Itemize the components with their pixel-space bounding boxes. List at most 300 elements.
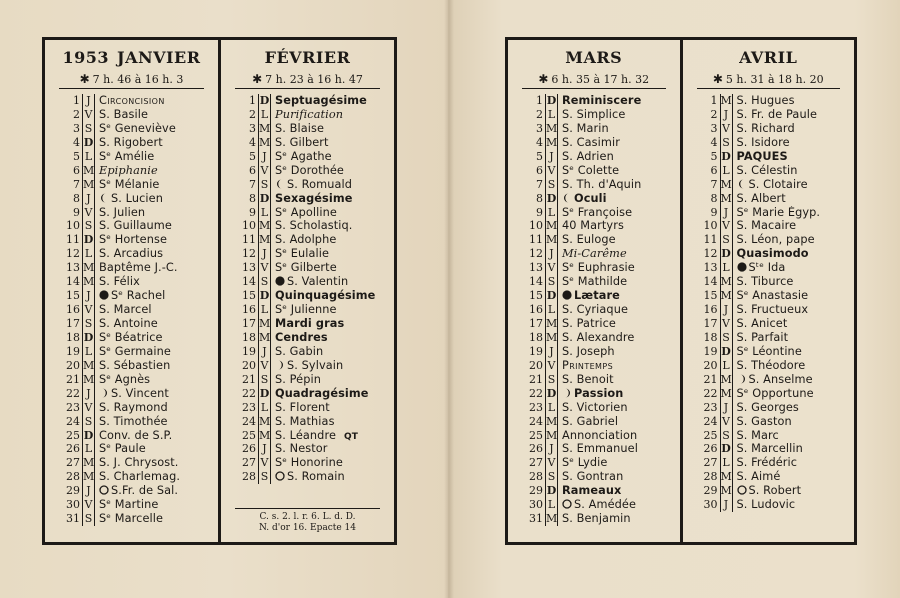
day-number: 7 — [536, 177, 543, 191]
day-row — [45, 178, 218, 192]
first-quarter-icon — [275, 179, 285, 189]
day-number: 12 — [242, 247, 256, 261]
month-header — [221, 40, 394, 94]
saint-name — [271, 359, 394, 373]
weekday-letter: S — [82, 512, 95, 526]
saint-text: Printemps — [562, 358, 614, 372]
day-number: 3 — [710, 121, 718, 135]
day-number: 8 — [73, 191, 80, 205]
day-row — [508, 108, 680, 122]
saint-name — [95, 498, 218, 512]
day-row — [508, 275, 680, 289]
saint-name — [733, 94, 855, 108]
day-number: 8 — [710, 191, 718, 205]
saint-text: S. Clotaire — [748, 177, 808, 191]
day-number: 6 — [536, 163, 543, 177]
weekday-letter: J — [82, 484, 95, 498]
weekday-letter: V — [82, 498, 95, 512]
weekday-letter: D — [546, 484, 557, 498]
month-header — [683, 40, 855, 94]
month-name: MARS — [565, 48, 623, 67]
saint-name — [95, 219, 218, 233]
weekday-letter: V — [82, 206, 95, 220]
day-number: 24 — [703, 414, 718, 428]
weekday-letter: S — [258, 178, 271, 192]
saint-text: S. Blaise — [275, 121, 325, 135]
weekday-letter: D — [721, 344, 731, 358]
saint-name — [271, 303, 394, 317]
saint-text: S. Emmanuel — [562, 442, 638, 456]
saint-name — [733, 108, 855, 122]
saint-name — [733, 401, 855, 415]
saint-text: S. Isidore — [736, 135, 790, 149]
saint-name — [733, 233, 855, 247]
saint-name — [733, 261, 855, 275]
saint-name — [95, 359, 218, 373]
saint-text: S. Fructueux — [736, 303, 809, 317]
saint-text: S. Félix — [99, 275, 140, 289]
day-row — [221, 275, 394, 289]
weekday-letter: D — [546, 191, 557, 205]
saint-name — [271, 94, 394, 108]
saint-name — [558, 512, 680, 526]
saint-name — [95, 484, 218, 498]
day-list — [508, 94, 680, 526]
saint-name — [95, 387, 218, 401]
month-header — [508, 40, 680, 94]
weekday-letter: D — [721, 149, 731, 163]
weekday-letter: L — [720, 359, 733, 373]
day-number: 27 — [703, 456, 718, 470]
saint-text: Annonciation — [562, 428, 638, 442]
day-row — [221, 401, 394, 415]
saint-text: Purification — [275, 107, 344, 121]
saint-text: Sᵉ Anastasie — [736, 289, 809, 303]
weekday-letter: S — [545, 178, 558, 192]
day-number: 4 — [249, 135, 256, 149]
day-number: 31 — [66, 512, 80, 526]
day-row — [683, 136, 855, 150]
day-row — [508, 94, 680, 108]
day-row — [221, 415, 394, 429]
saint-text: Sexagésime — [275, 191, 353, 205]
day-row — [221, 219, 394, 233]
saint-name — [733, 442, 855, 456]
saint-name — [558, 94, 680, 108]
day-number: 29 — [703, 484, 718, 498]
day-row — [221, 150, 394, 164]
saint-text: S. Fr. de Paule — [736, 107, 818, 121]
full-moon-icon — [737, 485, 747, 495]
saint-name — [733, 345, 855, 359]
saint-name — [95, 429, 218, 443]
saint-name — [733, 498, 855, 512]
saint-text: Sᵉ Eulalie — [275, 247, 330, 261]
month-avril — [680, 40, 855, 542]
saint-name — [271, 317, 394, 331]
saint-name — [95, 303, 218, 317]
saint-text: Sᵉ Colette — [562, 163, 620, 177]
weekday-letter: M — [546, 135, 558, 149]
day-number: 13 — [242, 261, 256, 275]
weekday-letter: L — [82, 150, 95, 164]
saint-text: S. Charlemag. — [99, 470, 181, 484]
saint-text: Conv. de S.P. — [99, 428, 173, 442]
calendar-frame-right — [505, 37, 857, 545]
saint-text: Sᵉ Honorine — [275, 456, 343, 470]
day-row — [683, 247, 855, 261]
day-number: 10 — [242, 219, 256, 233]
weekday-letter: M — [83, 261, 95, 275]
sun-times-text: 7 h. 23 à 16 h. 47 — [265, 73, 363, 86]
saint-text: S. Adolphe — [275, 233, 337, 247]
sun-times — [508, 72, 680, 87]
saint-name — [733, 373, 855, 387]
day-number: 20 — [703, 358, 718, 372]
calendar-frame-left — [42, 37, 397, 545]
saint-text: PAQUES — [736, 149, 788, 163]
saint-text: Sᵉ Rachel — [111, 289, 166, 303]
day-row — [45, 108, 218, 122]
day-number: 2 — [710, 107, 718, 121]
saint-text: Circoncision — [99, 94, 165, 107]
day-number: 2 — [73, 107, 80, 121]
weekday-letter: L — [82, 345, 95, 359]
day-row — [45, 192, 218, 206]
day-number: 10 — [66, 219, 80, 233]
saint-text: Sᵉ Lydie — [562, 456, 608, 470]
day-row — [45, 401, 218, 415]
day-row — [221, 289, 394, 303]
weekday-letter: D — [546, 289, 557, 303]
saint-name — [558, 261, 680, 275]
day-number: 2 — [249, 107, 256, 121]
weekday-letter: V — [258, 359, 271, 373]
day-row — [508, 178, 680, 192]
day-row — [221, 164, 394, 178]
saint-text: Sᵉ Mathilde — [562, 275, 628, 289]
day-number: 14 — [703, 275, 718, 289]
weekday-letter: S — [720, 429, 733, 443]
day-number: 8 — [249, 191, 256, 205]
weekday-letter: V — [82, 401, 95, 415]
day-number: 1 — [710, 94, 718, 107]
saint-text: S. Albert — [736, 191, 786, 205]
day-number: 18 — [242, 330, 256, 344]
weekday-letter: S — [720, 331, 733, 345]
new-moon-icon — [737, 262, 747, 272]
day-number: 24 — [66, 414, 80, 428]
new-moon-icon — [562, 290, 572, 300]
weekday-letter: M — [83, 372, 95, 386]
book-gutter — [444, 0, 454, 598]
first-quarter-icon — [99, 193, 109, 203]
day-row — [508, 359, 680, 373]
saint-text: Sᵉ Françoise — [562, 205, 633, 219]
day-row — [221, 359, 394, 373]
day-number: 5 — [73, 149, 80, 163]
day-row — [683, 206, 855, 220]
day-number: 2 — [536, 107, 543, 121]
weekday-letter: M — [720, 275, 732, 289]
weekday-letter: D — [259, 289, 270, 303]
saint-name — [95, 192, 218, 206]
weekday-letter: D — [83, 428, 94, 442]
saint-text: S. Sylvain — [287, 358, 344, 372]
saint-text: S. Marcel — [99, 303, 152, 317]
saint-name — [95, 275, 218, 289]
saint-name — [95, 247, 218, 261]
day-number: 17 — [242, 317, 256, 330]
weekday-letter: M — [83, 275, 95, 289]
day-number: 26 — [242, 442, 256, 456]
day-row — [683, 303, 855, 317]
saint-text: S. Sébastien — [99, 358, 171, 372]
day-row — [221, 136, 394, 150]
saint-text: Oculi — [574, 191, 607, 205]
day-number: 11 — [242, 233, 256, 247]
day-number: 30 — [66, 498, 80, 512]
weekday-letter: J — [82, 289, 95, 303]
last-quarter-icon — [562, 388, 572, 398]
day-row — [45, 442, 218, 456]
day-row — [508, 206, 680, 220]
saint-text: Sᵉ Germaine — [99, 344, 171, 358]
day-number: 7 — [73, 177, 80, 191]
saint-text: Sᵉ Béatrice — [99, 330, 163, 344]
day-number: 18 — [703, 330, 718, 344]
saint-text: S. Gaston — [736, 414, 792, 428]
saint-name — [558, 359, 680, 373]
weekday-letter: J — [82, 387, 95, 401]
day-number: 9 — [249, 205, 256, 219]
day-number: 28 — [703, 470, 718, 484]
day-row — [221, 456, 394, 470]
weekday-letter: V — [258, 456, 271, 470]
weekday-letter: J — [82, 192, 95, 206]
day-row — [221, 317, 394, 331]
weekday-letter: J — [545, 247, 558, 261]
weekday-letter: M — [259, 317, 271, 330]
weekday-letter: J — [545, 345, 558, 359]
day-row — [508, 345, 680, 359]
saint-text: Sᵉ Agnès — [99, 372, 151, 386]
weekday-letter: J — [258, 150, 271, 164]
saint-name — [733, 206, 855, 220]
day-number: 5 — [710, 149, 718, 163]
saint-name — [558, 247, 680, 261]
saint-name — [95, 178, 218, 192]
saint-name — [733, 150, 855, 164]
day-row — [508, 247, 680, 261]
day-number: 12 — [529, 247, 543, 261]
day-list — [221, 94, 394, 484]
day-number: 26 — [703, 442, 718, 456]
day-number: 21 — [66, 372, 80, 386]
saint-text: S. Valentin — [287, 275, 349, 289]
saint-text: Sᵉ Apolline — [275, 205, 337, 219]
weekday-letter: S — [720, 136, 733, 150]
day-number: 14 — [529, 275, 543, 289]
saint-name — [733, 289, 855, 303]
day-number: 4 — [536, 135, 543, 149]
day-row — [45, 219, 218, 233]
weekday-letter: M — [83, 177, 95, 191]
weekday-letter: V — [258, 164, 271, 178]
saint-text: S. Florent — [275, 400, 330, 414]
weekday-letter: L — [545, 401, 558, 415]
day-row — [45, 261, 218, 275]
day-row — [45, 512, 218, 526]
day-number: 9 — [73, 205, 80, 219]
day-row — [45, 387, 218, 401]
day-number: 28 — [242, 470, 256, 484]
month-fevrier — [218, 40, 394, 542]
day-row — [508, 442, 680, 456]
footer-line-2: N. d'or 16. Epacte 14 — [258, 523, 356, 533]
saint-text: S. Mathias — [275, 414, 335, 428]
saint-text: Passion — [574, 386, 624, 400]
saint-name — [558, 387, 680, 401]
saint-name — [271, 442, 394, 456]
day-row — [45, 233, 218, 247]
saint-text: Sᵉ Léontine — [736, 344, 802, 358]
weekday-letter: J — [545, 150, 558, 164]
day-row — [45, 150, 218, 164]
day-number: 16 — [529, 303, 543, 317]
saint-text: S. Romain — [287, 470, 345, 484]
day-row — [45, 429, 218, 443]
saint-text: Mardi gras — [275, 317, 345, 330]
day-row — [45, 345, 218, 359]
sun-times — [683, 72, 855, 87]
saint-name — [558, 122, 680, 136]
weekday-letter: M — [259, 414, 271, 428]
saint-name — [733, 415, 855, 429]
saint-text: Sᵉ Martine — [99, 498, 159, 512]
saint-name — [733, 136, 855, 150]
day-number: 13 — [66, 261, 80, 275]
weekday-letter: V — [720, 317, 733, 331]
weekday-letter: S — [82, 122, 95, 136]
weekday-letter: M — [720, 177, 732, 191]
month-title — [45, 40, 218, 68]
saint-name — [95, 512, 218, 526]
saint-text: S. Alexandre — [562, 330, 635, 344]
day-number: 14 — [66, 275, 80, 289]
day-number: 11 — [703, 233, 718, 247]
day-number: 7 — [710, 177, 718, 191]
year-label: 1953 — [62, 48, 110, 67]
saint-name — [733, 317, 855, 331]
day-row — [45, 275, 218, 289]
saint-text: Sᵉ Gilberte — [275, 261, 337, 275]
first-quarter-icon — [562, 193, 572, 203]
saint-text: S. Raymond — [99, 400, 168, 414]
day-row — [45, 94, 218, 108]
weekday-letter: M — [83, 358, 95, 372]
weekday-letter: L — [258, 206, 271, 220]
month-name: FÉVRIER — [264, 48, 351, 67]
saint-name — [558, 178, 680, 192]
month-name: JANVIER — [117, 48, 201, 67]
saint-text: S. Gontran — [562, 470, 624, 484]
day-number: 19 — [66, 344, 80, 358]
saint-name — [558, 401, 680, 415]
header-rule — [235, 88, 380, 89]
weekday-letter: D — [546, 94, 557, 107]
weekday-letter: S — [258, 275, 271, 289]
weekday-letter: J — [258, 345, 271, 359]
day-row — [508, 164, 680, 178]
saint-name — [95, 94, 218, 108]
day-number: 9 — [536, 205, 543, 219]
weekday-letter: V — [82, 108, 95, 122]
weekday-letter: D — [83, 135, 94, 149]
saint-text: S. Gabriel — [562, 414, 619, 428]
weekday-letter: D — [259, 94, 270, 107]
saint-text: S. Casimir — [562, 135, 620, 149]
day-row — [683, 94, 855, 108]
day-row — [221, 206, 394, 220]
saint-text: S. Léon, pape — [736, 233, 815, 247]
saint-name — [95, 317, 218, 331]
day-row — [221, 178, 394, 192]
saint-name — [95, 136, 218, 150]
day-number: 31 — [529, 512, 543, 526]
saint-text: S. Amédée — [574, 498, 637, 512]
saint-name — [95, 345, 218, 359]
saint-name — [558, 108, 680, 122]
saint-text: S. Romuald — [287, 177, 353, 191]
full-moon-icon — [562, 499, 572, 509]
saint-text: Sᵉ Euphrasie — [562, 261, 635, 275]
saint-name — [733, 247, 855, 261]
day-number: 22 — [242, 386, 256, 400]
day-number: 27 — [529, 456, 543, 470]
weekday-letter: M — [83, 470, 95, 484]
day-row — [45, 331, 218, 345]
saint-name — [95, 108, 218, 122]
saint-name — [558, 233, 680, 247]
day-row — [508, 303, 680, 317]
day-row — [683, 219, 855, 233]
day-row — [45, 317, 218, 331]
day-row — [683, 317, 855, 331]
weekday-letter: M — [546, 121, 558, 135]
day-row — [221, 345, 394, 359]
day-number: 6 — [73, 163, 80, 177]
day-number: 28 — [66, 470, 80, 484]
day-number: 22 — [66, 386, 80, 400]
day-row — [683, 289, 855, 303]
day-number: 14 — [242, 275, 256, 289]
day-row — [45, 303, 218, 317]
saint-name — [558, 442, 680, 456]
day-number: 17 — [703, 317, 718, 330]
saint-text: S. Simplice — [562, 107, 626, 121]
saint-text: Mi-Carême — [562, 247, 627, 261]
weekday-letter: L — [545, 206, 558, 220]
day-number: 16 — [66, 303, 80, 317]
day-number: 13 — [529, 261, 543, 275]
saint-text: S. Robert — [748, 484, 802, 498]
saint-text: S.Fr. de Sal. — [111, 484, 179, 498]
day-row — [45, 359, 218, 373]
saint-text: Sᵗᵉ Ida — [748, 261, 786, 275]
weekday-letter: V — [720, 219, 733, 233]
saint-text: Sᵉ Mélanie — [99, 177, 160, 191]
